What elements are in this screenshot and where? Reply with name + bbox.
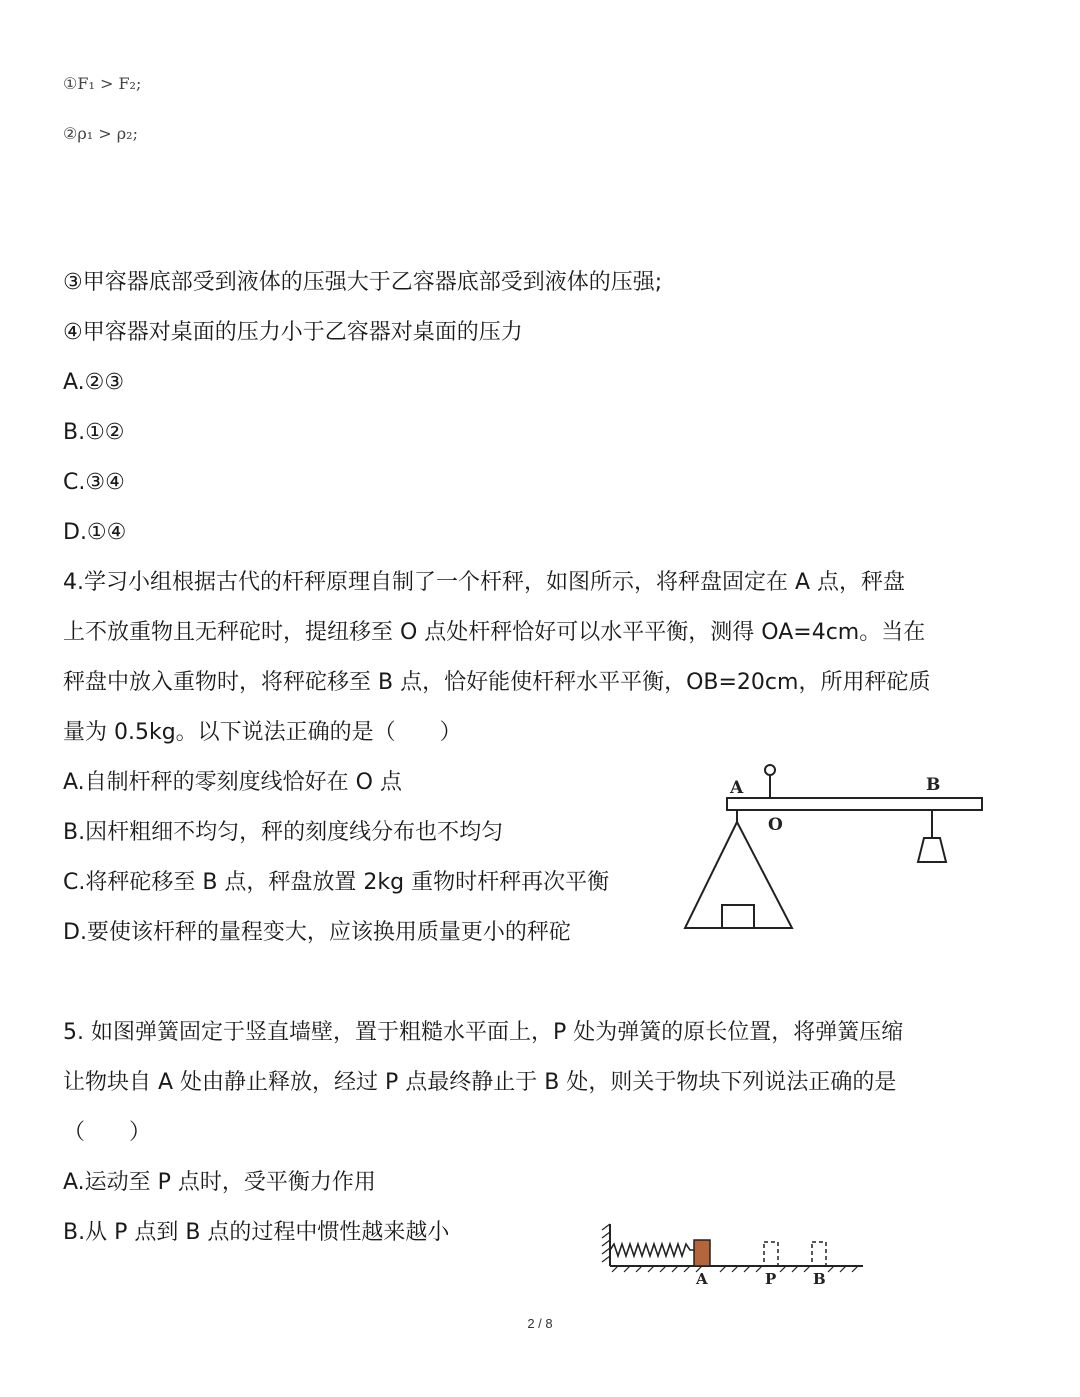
page-number: 2 / 8 (527, 1316, 553, 1331)
q4-option-d: D.要使该杆秤的量程变大，应该换用质量更小的秤砣 (63, 920, 571, 945)
q5-option-b: B.从 P 点到 B 点的过程中惯性越来越小 (63, 1220, 450, 1245)
label-b: B (813, 1270, 826, 1288)
q4-option-a: A.自制杆秤的零刻度线恰好在 O 点 (63, 770, 402, 795)
q5-option-a: A.运动至 P 点时，受平衡力作用 (63, 1170, 376, 1195)
block-outline-p (764, 1242, 778, 1266)
scale-pan (685, 822, 792, 928)
q3-option-b: B.①② (63, 420, 125, 445)
block-at-a (694, 1240, 710, 1266)
q5-stem-line-2: 让物块自 A 处由静止释放，经过 P 点最终静止于 B 处，则关于物块下列说法正确的是 (63, 1070, 897, 1095)
spring (610, 1244, 694, 1256)
label-b: B (926, 775, 941, 795)
q4-stem-line-3: 秤盘中放入重物时，将秤砣移至 B 点，恰好能使杆秤水平平衡，OB=20cm，所用秤砣质 (63, 670, 931, 695)
label-p: P (765, 1270, 777, 1288)
label-a: A (696, 1270, 708, 1288)
q4-option-c: C.将秤砣移至 B 点，秤盘放置 2kg 重物时杆秤再次平衡 (63, 870, 610, 895)
statement-1: ①F₁ > F₂; (63, 74, 142, 93)
q3-option-c: C.③④ (63, 470, 125, 495)
counterweight (918, 838, 946, 862)
spring-figure (598, 1222, 873, 1290)
steelyard-beam (727, 798, 982, 810)
q4-option-b: B.因杆粗细不均匀，秤的刻度线分布也不均匀 (63, 820, 504, 845)
pan-object (722, 905, 754, 928)
statement-2: ②ρ₁ > ρ₂; (63, 124, 138, 143)
q4-stem-line-4: 量为 0.5kg。以下说法正确的是（ ） (63, 720, 462, 745)
steelyard-figure (680, 760, 990, 940)
q3-option-d: D.①④ (63, 520, 127, 545)
wall-hatching (602, 1224, 610, 1262)
q5-stem-line-1: 5. 如图弹簧固定于竖直墙壁，置于粗糙水平面上，P 处为弹簧的原长位置，将弹簧压缩 (63, 1020, 904, 1045)
statement-3: ③甲容器底部受到液体的压强大于乙容器底部受到液体的压强; (63, 270, 663, 295)
q4-stem-line-2: 上不放重物且无秤砣时，提纽移至 O 点处杆秤恰好可以水平平衡，测得 OA=4cm。当在 (63, 620, 926, 645)
statement-4: ④甲容器对桌面的压力小于乙容器对桌面的压力 (63, 320, 523, 345)
q5-stem-line-3: （ ） (63, 1120, 152, 1145)
label-o: O (768, 815, 783, 835)
lifting-cord-ring (765, 765, 775, 775)
q3-option-a: A.②③ (63, 370, 125, 395)
block-outline-b (812, 1242, 826, 1266)
label-a: A (730, 778, 744, 798)
q4-stem-line-1: 4.学习小组根据古代的杆秤原理自制了一个杆秤，如图所示，将秤盘固定在 A 点，秤盘 (63, 570, 906, 595)
